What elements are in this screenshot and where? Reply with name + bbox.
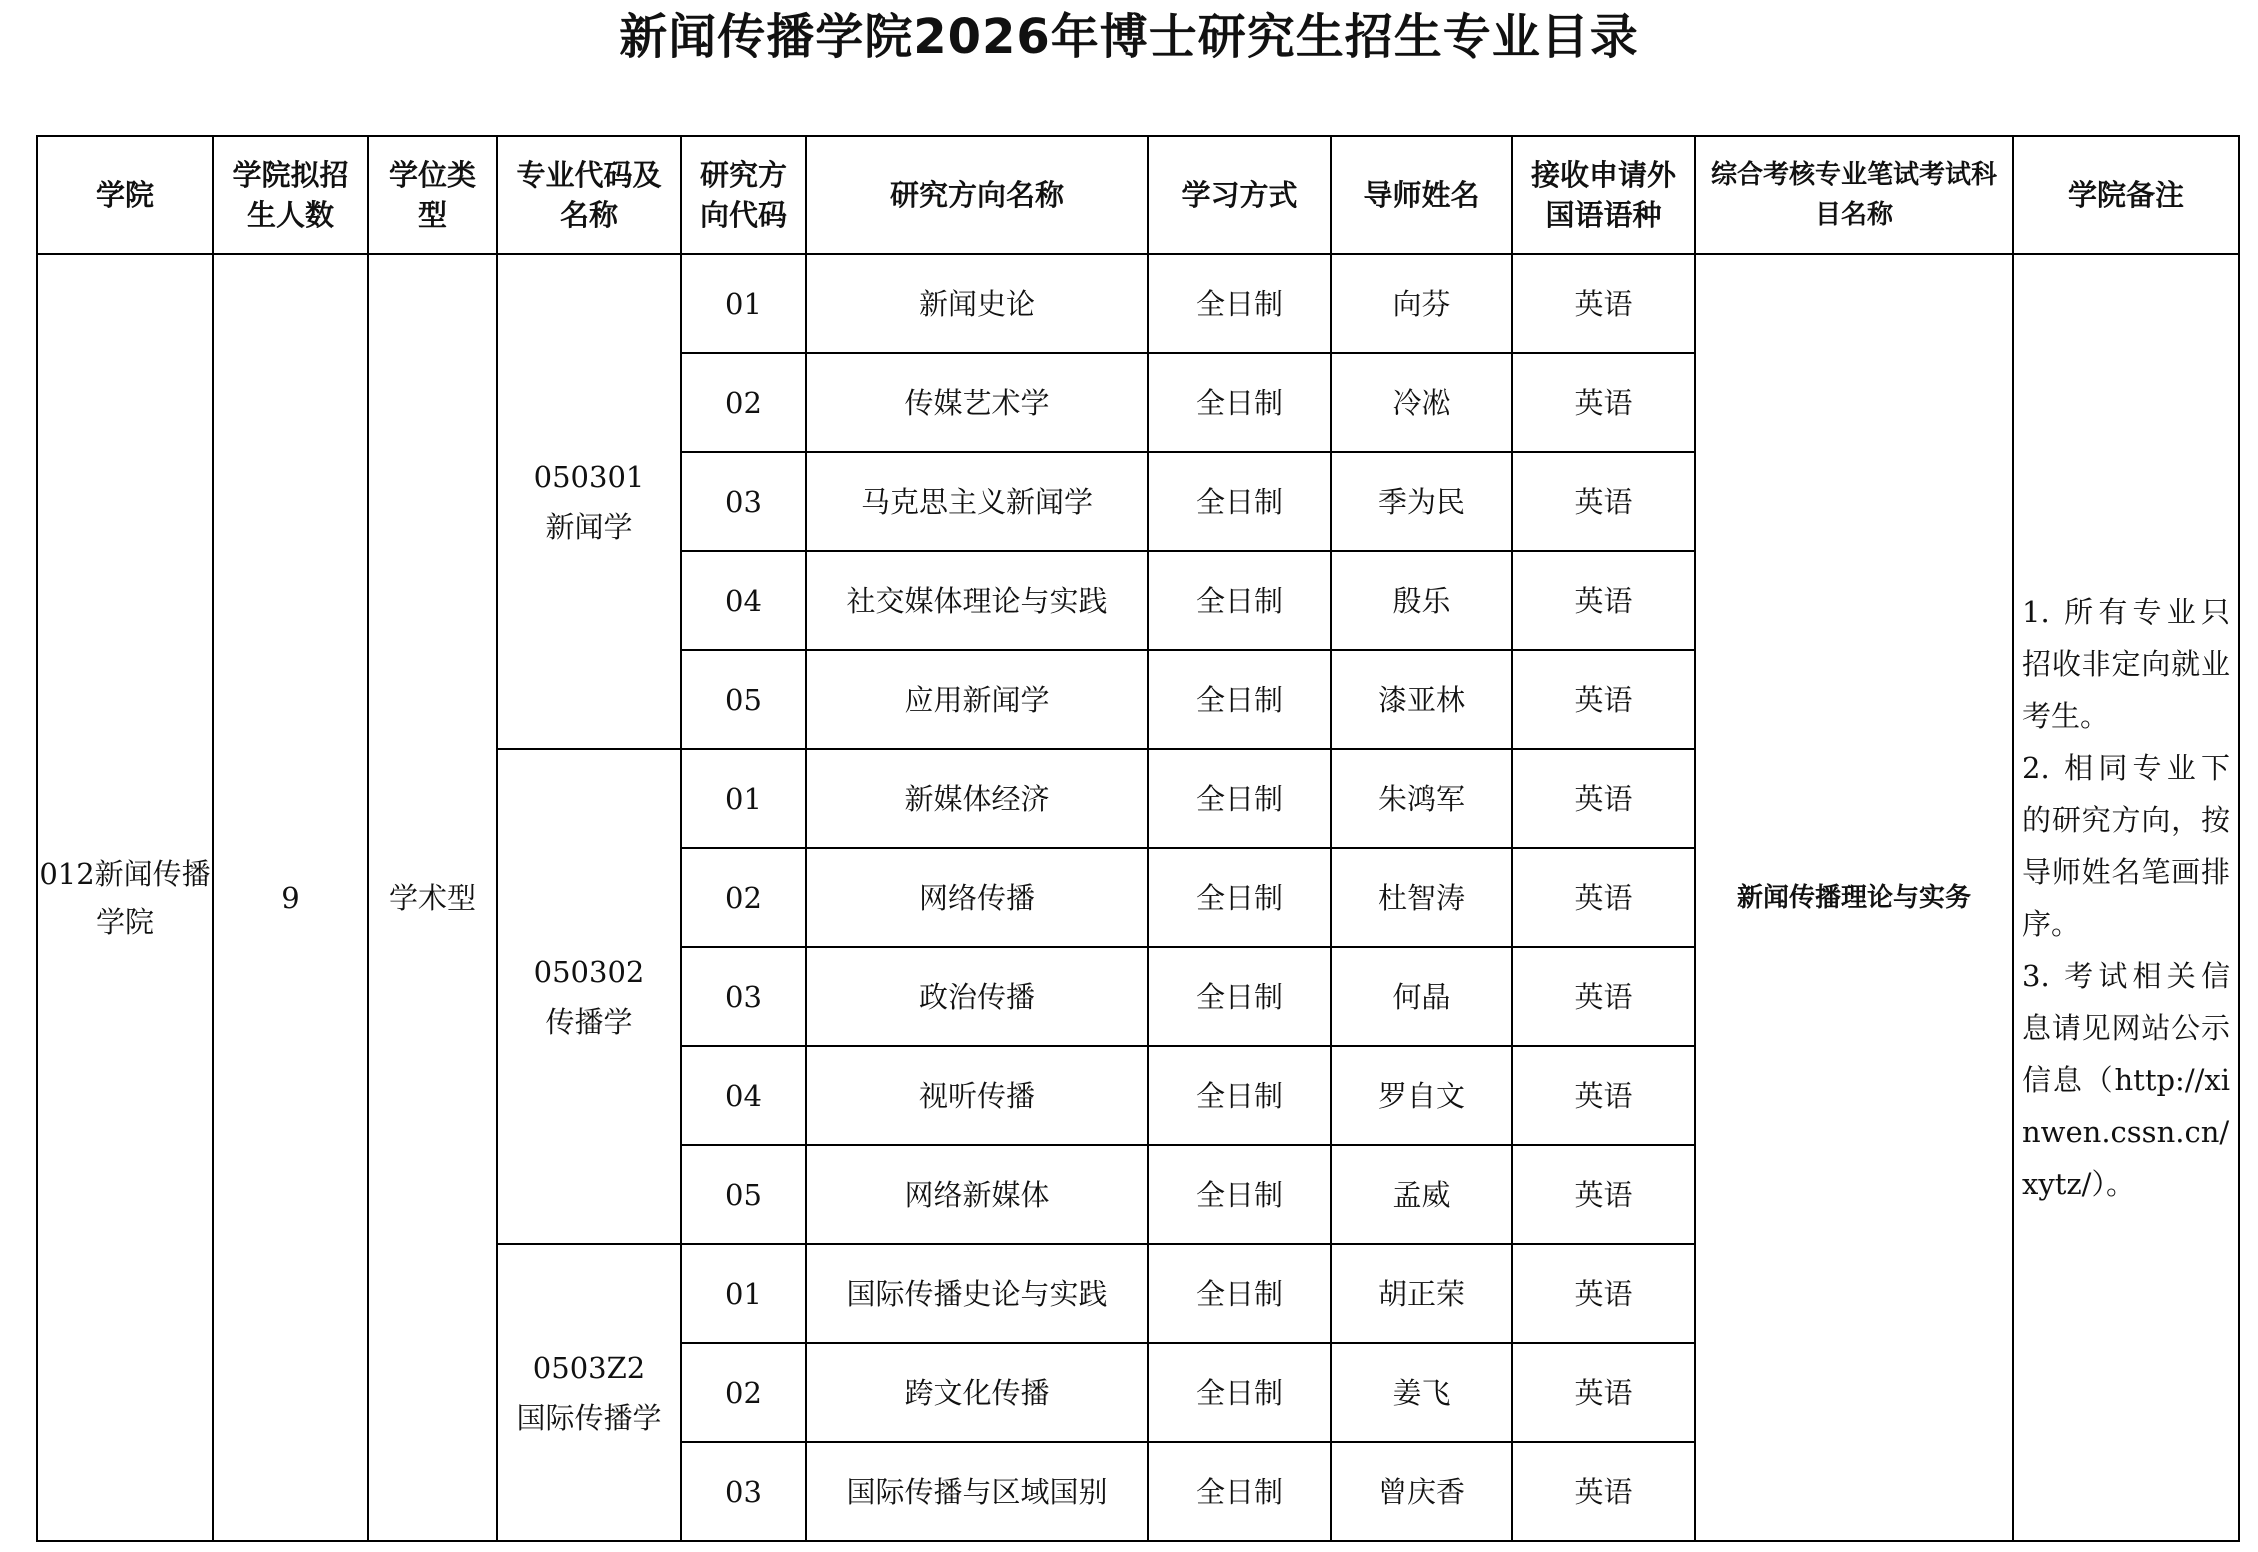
language-cell: 英语 (1512, 1145, 1695, 1244)
language-cell: 英语 (1512, 848, 1695, 947)
major-code: 0503Z2 (532, 1350, 646, 1385)
enrollment-catalog-table (36, 135, 2240, 1542)
direction-name-cell: 新媒体经济 (806, 749, 1148, 848)
direction-name-cell: 网络传播 (806, 848, 1148, 947)
header-direction-name: 研究方向名称 (806, 136, 1148, 254)
study-mode-cell: 全日制 (1148, 1244, 1331, 1343)
direction-code-cell: 01 (681, 749, 806, 848)
header-exam-subject: 综合考核专业笔试考试科目名称 (1695, 136, 2013, 254)
supervisor-cell: 冷凇 (1331, 353, 1512, 452)
major-code: 050302 (533, 954, 645, 989)
study-mode-cell: 全日制 (1148, 848, 1331, 947)
direction-name-cell: 马克思主义新闻学 (806, 452, 1148, 551)
direction-code-cell: 04 (681, 551, 806, 650)
direction-code-cell: 05 (681, 1145, 806, 1244)
language-cell: 英语 (1512, 254, 1695, 353)
direction-code-cell: 03 (681, 452, 806, 551)
supervisor-cell: 姜飞 (1331, 1343, 1512, 1442)
supervisor-cell: 殷乐 (1331, 551, 1512, 650)
direction-name-cell: 应用新闻学 (806, 650, 1148, 749)
direction-name-cell: 社交媒体理论与实践 (806, 551, 1148, 650)
major-cell (497, 1244, 681, 1541)
header-supervisor: 导师姓名 (1331, 136, 1512, 254)
study-mode-cell: 全日制 (1148, 650, 1331, 749)
header-study-mode: 学习方式 (1148, 136, 1331, 254)
language-cell: 英语 (1512, 1046, 1695, 1145)
remark-item: 3. 考试相关信息请见网站公示信息（http://xinwen.cssn.cn/xytz/）。 (2022, 958, 2230, 1201)
study-mode-cell: 全日制 (1148, 551, 1331, 650)
direction-name-cell: 新闻史论 (806, 254, 1148, 353)
study-mode-cell: 全日制 (1148, 353, 1331, 452)
supervisor-cell: 向芬 (1331, 254, 1512, 353)
direction-code-cell: 05 (681, 650, 806, 749)
major-name: 新闻学 (545, 509, 633, 544)
major-cell (497, 749, 681, 1244)
header-remarks: 学院备注 (2013, 136, 2239, 254)
language-cell: 英语 (1512, 650, 1695, 749)
remark-item: 1. 所有专业只招收非定向就业考生。 (2022, 594, 2230, 733)
language-cell: 英语 (1512, 749, 1695, 848)
study-mode-cell: 全日制 (1148, 947, 1331, 1046)
direction-code-cell: 02 (681, 353, 806, 452)
header-direction-code: 研究方向代码 (681, 136, 806, 254)
study-mode-cell: 全日制 (1148, 749, 1331, 848)
study-mode-cell: 全日制 (1148, 254, 1331, 353)
supervisor-cell: 漆亚林 (1331, 650, 1512, 749)
page-title: 新闻传播学院2026年博士研究生招生专业目录 (619, 9, 1639, 65)
direction-code-cell: 01 (681, 254, 806, 353)
table-row (37, 254, 2239, 353)
study-mode-cell: 全日制 (1148, 1442, 1331, 1541)
header-major: 专业代码及名称 (497, 136, 681, 254)
direction-code-cell: 03 (681, 947, 806, 1046)
degree-type-cell: 学术型 (368, 254, 497, 1541)
supervisor-cell: 孟威 (1331, 1145, 1512, 1244)
direction-code-cell: 04 (681, 1046, 806, 1145)
remarks-cell (2013, 254, 2239, 1541)
major-name: 传播学 (545, 1004, 633, 1039)
direction-name-cell: 政治传播 (806, 947, 1148, 1046)
supervisor-cell: 胡正荣 (1331, 1244, 1512, 1343)
supervisor-cell: 曾庆香 (1331, 1442, 1512, 1541)
direction-name-cell: 网络新媒体 (806, 1145, 1148, 1244)
header-college: 学院 (37, 136, 213, 254)
table-body (37, 254, 2239, 1541)
study-mode-cell: 全日制 (1148, 1145, 1331, 1244)
table-header-row (37, 136, 2239, 254)
header-quota: 学院拟招生人数 (213, 136, 368, 254)
remarks-text (2022, 586, 2230, 1210)
language-cell: 英语 (1512, 947, 1695, 1046)
direction-name-cell: 国际传播史论与实践 (806, 1244, 1148, 1343)
language-cell: 英语 (1512, 353, 1695, 452)
header-degree-type: 学位类型 (368, 136, 497, 254)
study-mode-cell: 全日制 (1148, 452, 1331, 551)
direction-code-cell: 03 (681, 1442, 806, 1541)
language-cell: 英语 (1512, 1442, 1695, 1541)
direction-name-cell: 传媒艺术学 (806, 353, 1148, 452)
supervisor-cell: 何晶 (1331, 947, 1512, 1046)
direction-code-cell: 02 (681, 1343, 806, 1442)
language-cell: 英语 (1512, 452, 1695, 551)
direction-name-cell: 视听传播 (806, 1046, 1148, 1145)
exam-subject-cell: 新闻传播理论与实务 (1695, 254, 2013, 1541)
supervisor-cell: 季为民 (1331, 452, 1512, 551)
study-mode-cell: 全日制 (1148, 1343, 1331, 1442)
college-cell: 012新闻传播学院 (37, 254, 213, 1541)
quota-cell: 9 (213, 254, 368, 1541)
major-cell (497, 254, 681, 749)
major-name: 国际传播学 (516, 1400, 662, 1435)
major-code: 050301 (533, 459, 645, 494)
remark-item: 2. 相同专业下的研究方向，按导师姓名笔画排序。 (2022, 750, 2230, 941)
supervisor-cell: 罗自文 (1331, 1046, 1512, 1145)
direction-name-cell: 跨文化传播 (806, 1343, 1148, 1442)
supervisor-cell: 朱鸿军 (1331, 749, 1512, 848)
direction-code-cell: 02 (681, 848, 806, 947)
direction-code-cell: 01 (681, 1244, 806, 1343)
language-cell: 英语 (1512, 551, 1695, 650)
supervisor-cell: 杜智涛 (1331, 848, 1512, 947)
study-mode-cell: 全日制 (1148, 1046, 1331, 1145)
language-cell: 英语 (1512, 1244, 1695, 1343)
header-language: 接收申请外国语语种 (1512, 136, 1695, 254)
direction-name-cell: 国际传播与区域国别 (806, 1442, 1148, 1541)
language-cell: 英语 (1512, 1343, 1695, 1442)
